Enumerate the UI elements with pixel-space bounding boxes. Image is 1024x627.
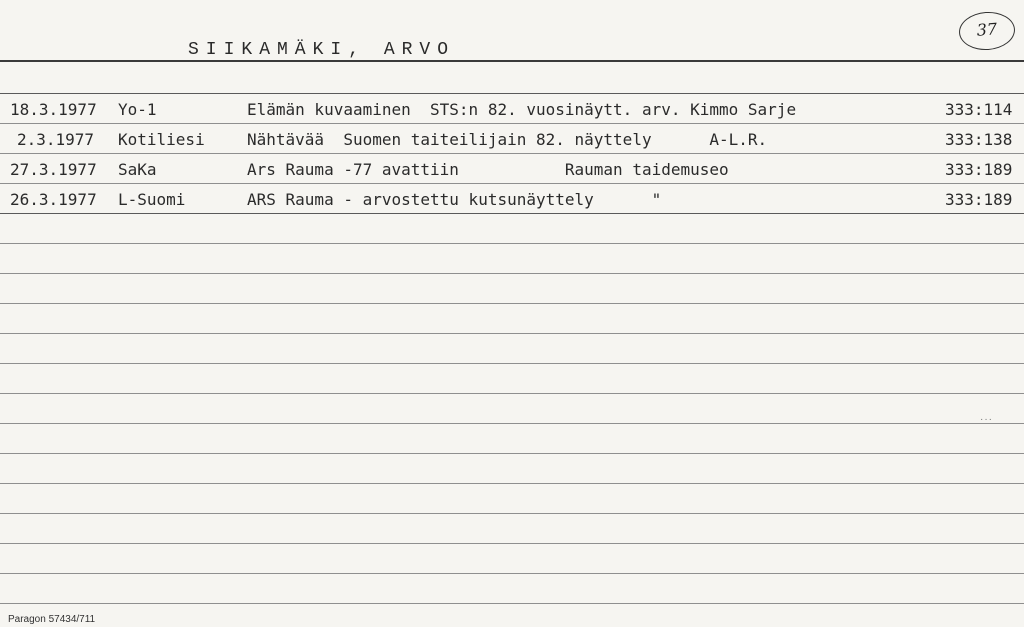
entry-row [0,190,1024,216]
ruled-line [0,93,1024,94]
entry-row [0,100,1024,126]
ruled-line [0,393,1024,394]
circled-page-number: 37 [958,10,1017,52]
entry-date: 2.3.1977 [17,130,95,149]
ruled-line [0,363,1024,364]
entry-description: Elämän kuvaaminen STS:n 82. vuosinäytt. arv. Kimmo Sarje [247,100,797,119]
ruled-line [0,603,1024,604]
ruled-line [0,243,1024,244]
title-underline [0,60,1024,62]
ruled-line [0,513,1024,514]
entry-date: 18.3.1977 [10,100,97,119]
ruled-line [0,333,1024,334]
entry-source: Kotiliesi [118,130,205,149]
ruled-line [0,273,1024,274]
entry-row [0,130,1024,156]
ruled-line [0,303,1024,304]
stray-marks: ··· [980,414,993,425]
ruled-line [0,483,1024,484]
entry-code: 333:189 [945,190,1013,209]
entry-description: Ars Rauma -77 avattiin Rauman taidemuseo [247,160,729,179]
card-title: SIIKAMÄKI, ARVO [188,40,456,60]
ruled-line [0,423,1024,424]
printer-mark: Paragon 57434/711 [8,614,96,625]
ruled-line [0,453,1024,454]
entry-date: 27.3.1977 [10,160,97,179]
entry-code: 333:189 [945,160,1013,179]
ruled-line [0,573,1024,574]
entry-description: Nähtävää Suomen taiteilijain 82. näyttely A-L.R. [247,130,768,149]
entry-source: L-Suomi [118,190,186,209]
entry-code: 333:114 [945,100,1013,119]
entry-code: 333:138 [945,130,1013,149]
entry-row [0,160,1024,186]
entry-source: SaKa [118,160,157,179]
entry-source: Yo-1 [118,100,157,119]
ruled-line [0,543,1024,544]
entry-description: ARS Rauma - arvostettu kutsunäyttely " [247,190,662,209]
entry-date: 26.3.1977 [10,190,97,209]
